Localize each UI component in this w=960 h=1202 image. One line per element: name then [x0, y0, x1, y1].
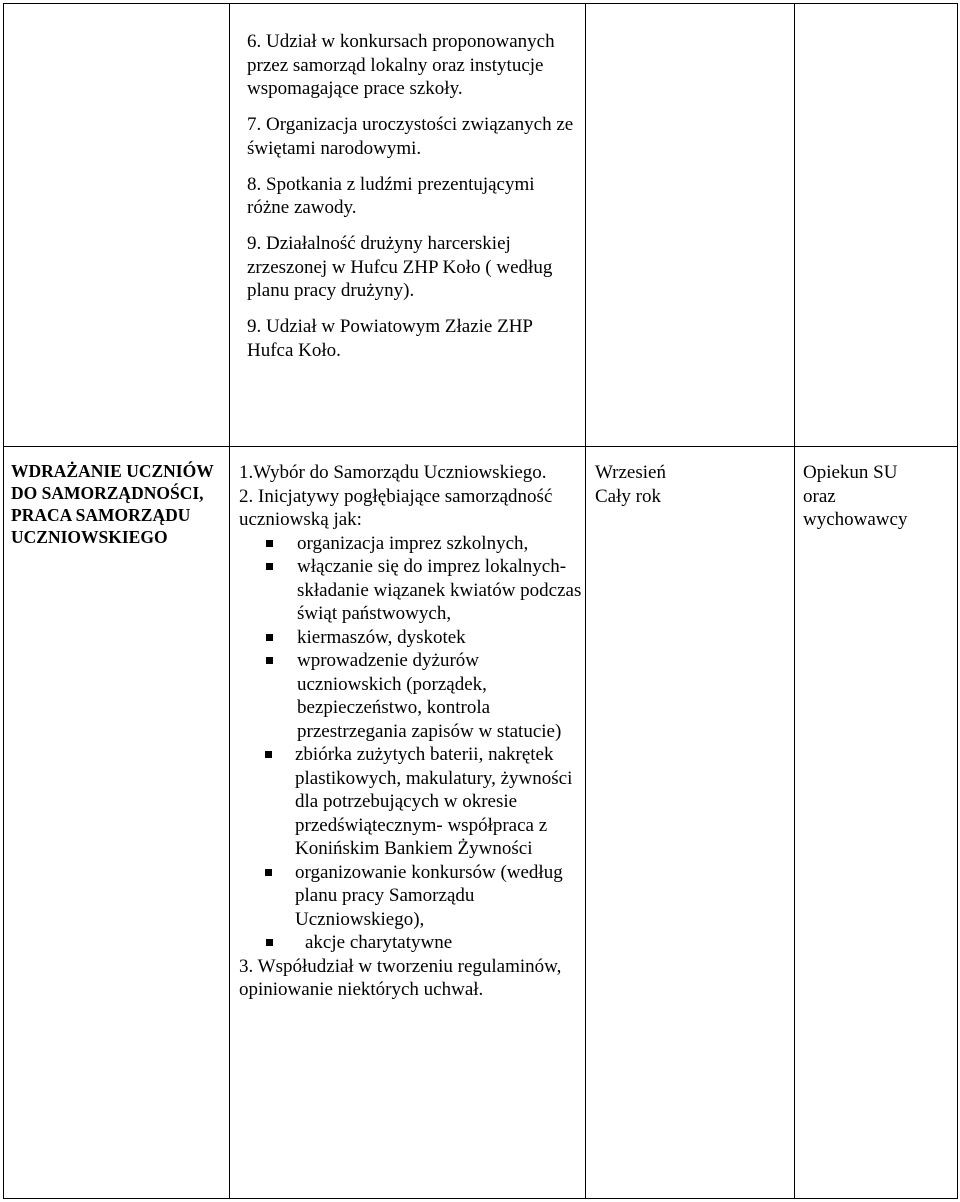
- column-divider-3: [794, 3, 795, 1199]
- area-title: WDRAŻANIE UCZNIÓW DO SAMORZĄDNOŚCI, PRACA SAMORZĄDU UCZNIOWSKIEGO: [11, 461, 214, 547]
- item-1: 1.Wybór do Samorządu Uczniowskiego.: [239, 462, 547, 483]
- square-bullet-icon: [265, 869, 272, 876]
- list-item: organizowanie konkursów (według planu pracy Samorządu Uczniowskiego),: [239, 861, 583, 932]
- term-cell: [595, 461, 785, 508]
- column-divider-2: [585, 3, 586, 1199]
- term-line-1: Wrzesień: [595, 462, 666, 483]
- list-item: wprowadzenie dyżurów uczniowskich (porządek, bezpieczeństwo, kontrola przestrzegania zapisów w statucie): [239, 649, 583, 743]
- square-bullet-icon: [265, 751, 272, 758]
- activity-6: 6. Udział w konkursach proponowanych przez samorząd lokalny oraz instytucje wspomagające prace szkoły.: [247, 31, 555, 99]
- table-border-bottom: [3, 1198, 958, 1199]
- item-3: 3. Współudział w tworzeniu regulaminów, opiniowanie niektórych uchwał.: [239, 955, 562, 1000]
- document-table: [3, 3, 958, 1199]
- activity-7: 7. Organizacja uroczystości związanych ze świętami narodowymi.: [247, 114, 574, 159]
- activity-9-zlaz: 9. Udział w Powiatowym Złazie ZHP Hufca Koło.: [247, 316, 533, 361]
- column-divider-1: [229, 3, 230, 1199]
- square-bullet-icon: [266, 563, 273, 570]
- square-bullet-icon: [266, 939, 273, 946]
- activity-8: 8. Spotkania z ludźmi prezentującymi różne zawody.: [247, 173, 535, 218]
- row1-activities-cell: [247, 30, 577, 375]
- table-border-top: [3, 3, 958, 4]
- table-border-right: [957, 3, 958, 1199]
- list-item: organizacja imprez szkolnych,: [239, 532, 583, 556]
- square-bullet-icon: [266, 634, 273, 641]
- item-2-intro: 2. Inicjatywy pogłębiające samorządność uczniowską jak:: [239, 485, 553, 530]
- list-item: włączanie się do imprez lokalnych- składanie wiązanek kwiatów podczas świąt państwowych,: [239, 555, 583, 626]
- initiatives-list: [239, 532, 583, 955]
- square-bullet-icon: [266, 540, 273, 547]
- list-item: zbiórka zużytych baterii, nakrętek plastikowych, makulatury, żywności dla potrzebujących w okresie przedświątecznym- współpraca z Konińskim Bankiem Żywności: [239, 743, 583, 861]
- row2-activities-cell: [239, 461, 583, 1002]
- activity-9-harcerstwo: 9. Działalność drużyny harcerskiej zrzeszonej w Hufcu ZHP Koło ( według planu pracy drużyny).: [247, 233, 553, 301]
- term-line-2: Cały rok: [595, 485, 661, 507]
- table-border-left: [3, 3, 4, 1199]
- row-divider: [3, 446, 958, 447]
- square-bullet-icon: [266, 657, 273, 664]
- list-item: akcje charytatywne: [239, 931, 583, 955]
- responsible-cell: Opiekun SU oraz wychowawcy: [803, 462, 908, 530]
- list-item: kiermaszów, dyskotek: [239, 626, 583, 650]
